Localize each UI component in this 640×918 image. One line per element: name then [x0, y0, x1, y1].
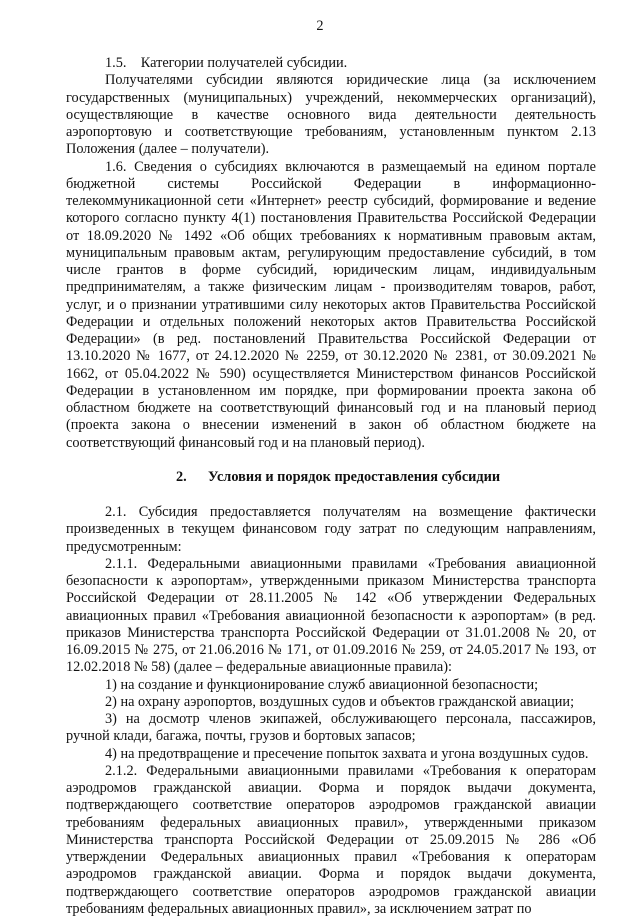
list-item-3: 3) на досмотр членов экипажей, обслуживающего персонала, пассажиров, ручной клади, багажа, почты, грузов и бортовых запасов; [66, 711, 596, 745]
section-title: Условия и порядок предоставления субсидии [208, 468, 501, 485]
paragraph-1-5-heading: 1.5. Категории получателей субсидии. [105, 55, 348, 71]
section-number: 2. [176, 468, 187, 485]
paragraph-2-1-2: 2.1.2. Федеральными авиационными правилами «Требования к операторам аэродромов гражданской авиации. Форма и порядок выдачи документа, подтверждающего соответствие операторов аэродромов гражданской авиации требованиям федеральных авиационных правил», утвержденными приказом Министерства транспорта Российской Федерации от 25.09.2015 № 286 «Об утверждении Федеральных авиационных правил «Требования к операторам аэродромов гражданской авиации. Форма и порядок выдачи документа, подтверждающего соответствие операторов аэродромов гражданской авиации требованиям федеральных авиационных правил», за исключением затрат по [66, 762, 596, 917]
document-body [66, 55, 596, 918]
paragraph-2-1-1: 2.1.1. Федеральными авиационными правилами «Требования авиационной безопасности к аэропортам», утвержденными приказом Министерства транспорта Российской Федерации от 28.11.2005 № 142 «Об утверждении Федеральных авиационных правил «Требования авиационной безопасности к аэропортам» (в ред. приказов Министерства транспорта Российской Федерации от 31.01.2008 № 20, от 16.09.2015 № 275, от 21.06.2016 № 171, от 01.09.2016 № 259, от 24.05.2017 № 193, от 12.02.2018 № 58) (далее – федеральные авиационные правила): [66, 555, 596, 676]
paragraph-recipients: Получателями субсидии являются юридические лица (за исключением государственных (муниципальных) учреждений, некоммерческих организаций), осуществляющие в качестве основного вида деятельности деятельность аэропортовую и соответствующие требованиям, установленным пунктом 2.13 Положения (далее – получатели). [66, 72, 596, 158]
list-item-2: 2) на охрану аэропортов, воздушных судов и объектов гражданской авиации; [105, 693, 575, 710]
paragraph-2-1: 2.1. Субсидия предоставляется получателям на возмещение фактически произведенных в текущем финансовом году затрат по следующим направлениям, предусмотренным: [66, 504, 596, 555]
section-2-heading [66, 469, 596, 486]
paragraph-1-6: 1.6. Сведения о субсидиях включаются в размещаемый на едином портале бюджетной системы Российской Федерации в информационно-телекоммуникационной сети «Интернет» реестр субсидий, формирование и ведение которого согласно пункту 4(1) постановления Правительства Российской Федерации от 18.09.2020 № 1492 «Об общих требованиях к нормативным правовым актам, муниципальным правовым актам, регулирующим предоставление субсидий, в том числе грантов в форме субсидий, юридическим лицам, индивидуальным предпринимателям, а также физическим лицам - производителям товаров, работ, услуг, и о признании утратившими силу некоторых актов Правительства Российской Федерации и отдельных положений некоторых актов Правительства Российской Федерации» (в ред. постановлений Правительства Российской Федерации от 13.10.2020 № 1677, от 24.12.2020 № 2259, от 30.12.2020 № 2381, от 30.09.2021 № 1662, от 05.04.2022 № 590) осуществляется Министерством финансов Российской Федерации в установленном им порядке, при формировании проекта закона об областном бюджете на соответствующий финансовый год и на плановый период (проекта закона о внесении изменений в закон об областном бюджете на соответствующий финансовый год и на плановый период). [66, 158, 596, 451]
list-item-4: 4) на предотвращение и пресечение попыток захвата и угона воздушных судов. [105, 745, 589, 762]
list-item-1: 1) на создание и функционирование служб авиационной безопасности; [105, 676, 539, 693]
page-number: 2 [316, 18, 324, 34]
